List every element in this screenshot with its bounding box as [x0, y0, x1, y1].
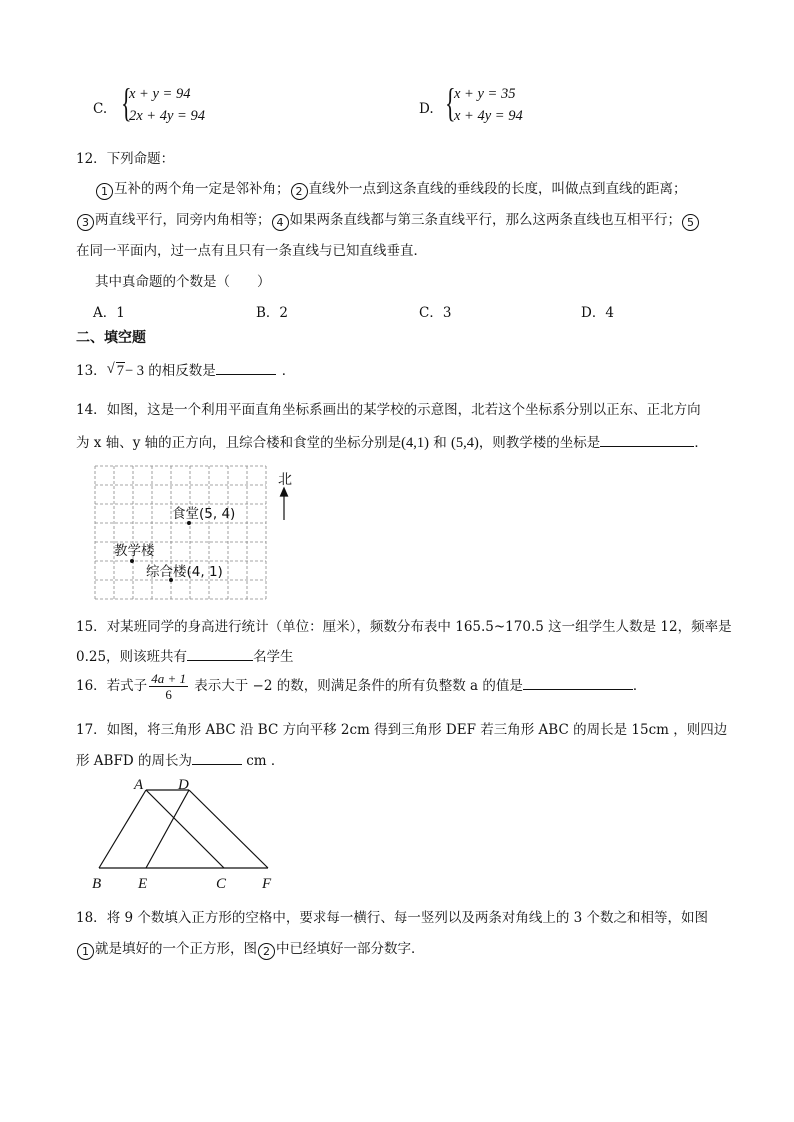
q14-text-2a: 为 x 轴、y 轴的正方向，且综合楼和食堂的坐标分别是 [76, 435, 402, 451]
q12-line-2 [76, 208, 700, 231]
circle-2: 2 [291, 183, 308, 200]
q12-statement-2: 直线外一点到这条直线的垂线段的长度，叫做点到直线的距离； [308, 181, 687, 197]
q16-answer-blank[interactable] [523, 677, 633, 690]
q15-text-2a: 0.25，则该班共有 [76, 649, 188, 665]
q11-option-c-equation-1: x + y = 94 [129, 86, 191, 102]
q12-option-c: C．3 [419, 305, 452, 321]
q12-line-1 [95, 177, 687, 200]
circle-5: 5 [682, 214, 699, 231]
q12-ask: 其中真命题的个数是（ ） [95, 274, 271, 290]
north-label: 北 [278, 472, 292, 488]
q12-number: 12． [76, 151, 107, 167]
q14-coord-complex: (4,1) [401, 435, 429, 451]
triangle-lines [99, 790, 268, 868]
q17-line-2 [76, 749, 284, 769]
teaching-building-point [130, 559, 134, 563]
q15-number: 15． [76, 619, 107, 635]
q14-line-1 [76, 398, 701, 418]
circle-4: 4 [272, 214, 289, 231]
q11-option-d-brace: { [445, 80, 456, 125]
section-title-fill-in: 二、填空题 [76, 330, 146, 346]
q12-statement-3: 两直线平行，同旁内角相等； [95, 212, 271, 228]
q17-text-2a: 形 ABFD 的周长为 [76, 753, 192, 769]
q15-text-2b: 名学生 [253, 649, 294, 665]
q14-line-2 [76, 431, 708, 452]
circle-3: 3 [77, 214, 94, 231]
complex-building-label: 综合楼(4, 1) [146, 564, 223, 580]
q17-number: 17． [76, 722, 107, 738]
q14-school-map [92, 462, 304, 604]
q17-text-1: 如图，将三角形 ABC 沿 BC 方向平移 2cm 得到三角形 DEF 若三角形 ABC 的周长是 15cm ，则四边 [106, 722, 728, 738]
q17-text-2b: cm ． [241, 753, 285, 769]
vertex-e: E [138, 876, 148, 892]
q16-mid: 表示大于 −2 的数，则满足条件的所有负整数 a 的值是 [189, 678, 523, 694]
q11-option-c-brace: { [121, 80, 132, 125]
q12-stem-text: 下列命题： [106, 151, 175, 167]
q11-option-d-label: D. [419, 101, 434, 117]
q18-number: 18． [76, 910, 107, 926]
q12-stem [76, 147, 174, 167]
q14-answer-blank[interactable] [600, 434, 694, 447]
q13-answer-blank[interactable] [216, 362, 276, 375]
q12-option-a: A．1 [93, 305, 125, 321]
q13-number: 13． [76, 363, 107, 379]
q14-text-2b: ，则教学楼的坐标是 [478, 435, 601, 451]
q12-option-b: B．2 [256, 305, 289, 321]
teaching-building-label: 教学楼 [114, 543, 155, 559]
q14-and: 和 [428, 435, 452, 451]
q12-line-3: 在同一平面内，过一点有且只有一条直线与已知直线垂直． [76, 243, 427, 259]
vertex-b: B [92, 876, 102, 892]
q18-line-2 [76, 937, 425, 960]
q16-number: 16． [76, 678, 107, 694]
vertex-c: C [216, 876, 227, 892]
q14-end: ． [694, 435, 708, 451]
q13-text: 的相反数是 [144, 363, 216, 379]
figure-2-circle: 2 [258, 943, 275, 960]
q11-option-d-equation-1: x + y = 35 [454, 86, 516, 102]
q15-line-1 [76, 615, 732, 635]
q14-coord-canteen: (5,4) [451, 435, 479, 451]
q15-text-1: 对某班同学的身高进行统计（单位：厘米），频数分布表中 165.5~170.5 这一组学生人数是 12，频率是 [106, 619, 732, 635]
canteen-label: 食堂(5, 4) [172, 506, 236, 522]
q17-triangle-figure [88, 776, 284, 894]
q13-minus: − 3 [124, 363, 144, 379]
q16-end: ． [632, 678, 647, 694]
q13 [76, 359, 295, 380]
vertex-f: F [262, 876, 272, 892]
figure-1-circle: 1 [77, 943, 94, 960]
q11-option-d-equation-2: x + 4y = 94 [454, 108, 523, 124]
q18-text-1: 将 9 个数填入正方形的空格中，要求每一横行、每一竖列以及两条对角线上的 3 个数之和相等，如图 [106, 910, 709, 926]
q12-option-d: D．4 [581, 305, 614, 321]
q16-fraction [149, 671, 188, 702]
circle-1: 1 [96, 183, 113, 200]
q12-statement-4: 如果两条直线都与第三条直线平行，那么这两条直线也互相平行； [289, 212, 681, 228]
north-arrow [281, 488, 288, 520]
q18-line-1 [76, 906, 708, 926]
q16-fraction-numerator: 4a + 1 [151, 671, 186, 686]
q15-line-2 [76, 645, 294, 665]
q11-option-c-equation-2: 2x + 4y = 94 [129, 108, 205, 124]
q11-option-c-label: C. [93, 101, 108, 117]
q17-line-1 [76, 718, 727, 738]
q14-text-1: 如图，这是一个利用平面直角坐标系画出的某学校的示意图，北若这个坐标系分别以正东、正北方向 [106, 402, 701, 418]
q13-radicand: 7 [116, 363, 124, 379]
q15-answer-blank[interactable] [187, 648, 253, 661]
q14-number: 14． [76, 402, 107, 418]
q18-text-2b: 中已经填好一部分数字． [276, 941, 425, 957]
q16 [76, 671, 646, 702]
q18-text-2a: 就是填好的一个正方形，图 [95, 941, 257, 957]
q16-fraction-denominator: 6 [165, 687, 172, 702]
vertex-a: A [134, 777, 144, 793]
q17-answer-blank[interactable] [192, 752, 242, 765]
q12-statement-1: 互补的两个角一定是邻补角； [114, 181, 290, 197]
vertex-d: D [178, 777, 189, 793]
q13-sqrt [107, 363, 125, 380]
q16-pre: 若式子 [106, 678, 148, 694]
q13-end: ． [281, 363, 296, 379]
